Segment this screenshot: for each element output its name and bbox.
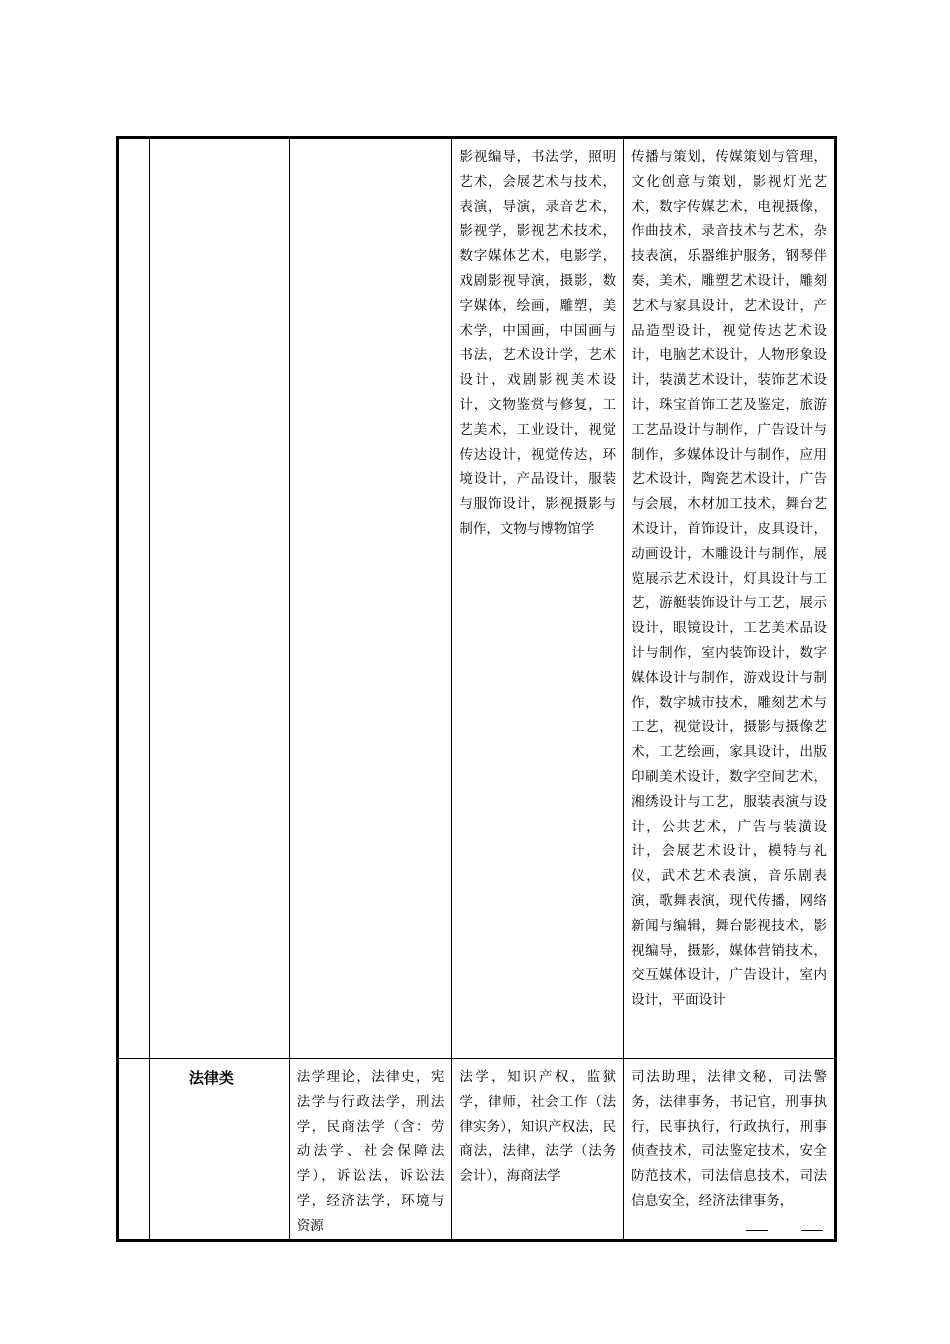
page-number-right-dash <box>801 1230 823 1231</box>
major-catalog-table <box>116 136 837 1242</box>
index-cell <box>118 138 150 1059</box>
category-cell <box>150 138 290 1059</box>
category-cell: 法律类 <box>150 1059 290 1241</box>
grad-majors-cell: 法学，知识产权，监狱学，律师，社会工作（法律实务），知识产权法，民商法，法律，法学（法务会计），海商法学 <box>452 1059 624 1241</box>
index-cell <box>118 1059 150 1241</box>
vocational-majors-cell: 司法助理，法律文秘，司法警务，法律事务，书记官，刑事执行，民事执行，行政执行，刑事侦查技术，司法鉴定技术，安全防范技术，司法信息技术，司法信息安全，经济法律事务， <box>624 1059 836 1241</box>
undergrad-majors-cell <box>289 138 452 1059</box>
undergrad-majors-cell: 法学理论，法律史，宪法学与行政法学，刑法学，民商法学（含：劳动法学、社会保障法学），诉讼法，诉讼法学，经济法学，环境与资源 <box>289 1059 452 1241</box>
table-row <box>118 138 836 1059</box>
vocational-majors-cell: 传播与策划，传媒策划与管理，文化创意与策划，影视灯光艺术，数字传媒艺术，电视摄像，作曲技术，录音技术与艺术，杂技表演，乐器维护服务，钢琴伴奏，美术，雕塑艺术设计，雕刻艺术与家具设计，艺术设计，产品造型设计，视觉传达艺术设计，电脑艺术设计，人物形象设计，装潢艺术设计，装饰艺术设计，珠宝首饰工艺及鉴定，旅游工艺品设计与制作，广告设计与制作，多媒体设计与制作，应用艺术设计，陶瓷艺术设计，广告与会展，木材加工技术，舞台艺术设计，首饰设计，皮具设计，动画设计，木雕设计与制作，展览展示艺术设计，灯具设计与工艺，游艇装饰设计与工艺，展示设计，眼镜设计，工艺美术品设计与制作，室内装饰设计，数字媒体设计与制作，游戏设计与制作，数字城市技术，雕刻艺术与工艺，视觉设计，摄影与摄像艺术，工艺绘画，家具设计，出版印刷美术设计，数字空间艺术，湘绣设计与工艺，服装表演与设计，公共艺术，广告与装潢设计，会展艺术设计，模特与礼仪，武术艺术表演，音乐剧表演，歌舞表演，现代传播，网络新闻与编辑，舞台影视技术，影视编导，摄影，媒体营销技术，交互媒体设计，广告设计，室内设计，平面设计 <box>624 138 836 1059</box>
page-number-left-dash <box>746 1230 768 1231</box>
table-row <box>118 1059 836 1241</box>
grad-majors-cell: 影视编导，书法学，照明艺术，会展艺术与技术，表演，导演，录音艺术，影视学，影视艺术技术，数字媒体艺术，电影学，戏剧影视导演，摄影，数字媒体，绘画，雕塑，美术学，中国画，中国画与书法，艺术设计学，艺术设计，戏剧影视美术设计，文物鉴赏与修复，工艺美术，工业设计，视觉传达设计，视觉传达，环境设计，产品设计，服装与服饰设计，影视摄影与制作，文物与博物馆学 <box>452 138 624 1059</box>
